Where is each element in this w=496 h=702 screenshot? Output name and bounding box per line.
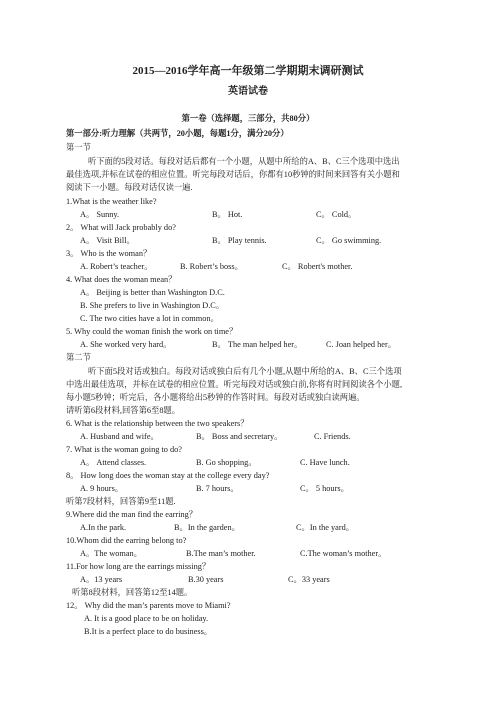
part1-header: 第一部分:听力理解（共两节，20小题，每题1分，满分20分） — [66, 129, 289, 138]
option-c: C。In the yard。 — [296, 523, 355, 532]
question-stem: 5. Why could the woman finish the work on time？ — [66, 327, 238, 336]
section2-instruction: 每小题5秒钟；听完后，各小题将给出5秒钟的作答时间。每段对话或独白读两遍。 — [66, 393, 365, 402]
option-b: B。In the garden。 — [174, 523, 240, 532]
option-b: B. 7 hours。 — [196, 484, 239, 493]
option-c: C. Joan helped her。 — [326, 340, 397, 349]
option-c: C. The two cities have a lot in common。 — [80, 314, 219, 323]
option-b: B.It is a perfect place to do business。 — [84, 627, 213, 636]
section2-label: 第二节 — [66, 353, 91, 362]
option-a: A。 Sunny. — [80, 210, 120, 219]
question-stem: 1.What is the weather like? — [66, 197, 157, 206]
option-a: A。13 years — [80, 575, 123, 584]
option-b: B. She prefers to live in Washington D.C。 — [80, 301, 225, 310]
section1-instruction: 听下面的5段对话。每段对话后都有一个小题，从题中所给的A、B、C三个选项中选出 — [88, 157, 400, 166]
option-a: A. 9 hours。 — [80, 484, 124, 493]
question-stem: 11.For how long are the earrings missing？ — [66, 562, 211, 571]
option-c: C。 Cold。 — [316, 210, 357, 219]
group-instruction: 听第7段材料，回答第9至11题. — [66, 497, 176, 506]
option-a: A. It is a good place to be on holiday. — [84, 614, 209, 623]
option-c: C. Have lunch. — [300, 458, 350, 467]
section2-instruction: 听下面5段对话或独白。每段对话或独白后有几个小题,从题中所给的A、B、C三个选项 — [88, 367, 402, 376]
option-a: A. Robert’s teacher。 — [80, 262, 153, 271]
option-a: A.In the park. — [80, 523, 127, 532]
question-stem: 4. What does the woman mean？ — [66, 275, 177, 284]
section2-instruction: 中选出最佳选项，并标在试卷的相应位置。听完每段对话或独白前,你将有时间阅读各个小题, — [66, 380, 403, 389]
exam-title: 2015—2016学年高一年级第二学期期末调研测试 — [132, 65, 364, 77]
option-b: B。 The man helped her。 — [212, 340, 303, 349]
exam-subject: 英语试卷 — [228, 86, 268, 97]
option-c: C.The woman’s mother。 — [300, 549, 387, 558]
option-c: C。33 years — [288, 575, 330, 584]
section1-instruction: 阅读下一小题。每段对话仅读一遍. — [66, 183, 193, 192]
question-stem: 6. What is the relationship between the two speakers？ — [66, 419, 249, 428]
section1-label: 第一节 — [66, 143, 91, 152]
question-stem: 12。 Why did the man’s parents move to Miami? — [66, 601, 231, 610]
volume1-header: 第一卷（选择题，三部分，共80分） — [181, 114, 315, 123]
option-b: B. Robert’s boss。 — [180, 262, 243, 271]
group-instruction: 请听第6段材料,回答第6至8题。 — [66, 406, 181, 415]
option-c: C。 Go swimming. — [316, 236, 382, 245]
option-a: A. Husband and wife。 — [80, 432, 159, 441]
option-b: B。 Boss and secretary。 — [196, 432, 283, 441]
question-stem: 8。 How long does the woman stay at the college every day? — [66, 471, 270, 480]
option-c: C。 5 hours。 — [300, 484, 349, 493]
group-instruction: 听第8段材料，回答第12至14题。 — [72, 588, 193, 597]
option-a: A. She worked very hard。 — [80, 340, 172, 349]
option-c: C. Friends. — [314, 432, 351, 441]
option-a: A。 Visit Bill。 — [80, 236, 135, 245]
option-b: B。 Play tennis. — [212, 236, 267, 245]
option-b: B.The man’s mother. — [186, 549, 256, 558]
question-stem: 3。 Who is the woman？ — [66, 249, 152, 258]
section1-instruction: 最佳选项,并标在试卷的相应位置。听完每段对话后，你都有10秒钟的时间来回答有关小题和 — [66, 170, 400, 179]
question-stem: 2。 What will Jack probably do? — [66, 223, 176, 232]
option-b: B。 Hot. — [212, 210, 243, 219]
option-a: A。The woman。 — [80, 549, 142, 558]
option-a: A。 Attend classes. — [80, 458, 147, 467]
option-a: A。 Beijing is better than Washington D.C. — [80, 288, 225, 297]
question-stem: 7. What is the woman going to do? — [66, 445, 182, 454]
question-stem: 9.Where did the man find the earring？ — [66, 510, 198, 519]
option-b: B. Go shopping。 — [196, 458, 257, 467]
question-stem: 10.Whom did the earring belong to? — [66, 536, 187, 545]
option-b: B.30 years — [188, 575, 224, 584]
option-c: C。 Robert's mother. — [282, 262, 353, 271]
